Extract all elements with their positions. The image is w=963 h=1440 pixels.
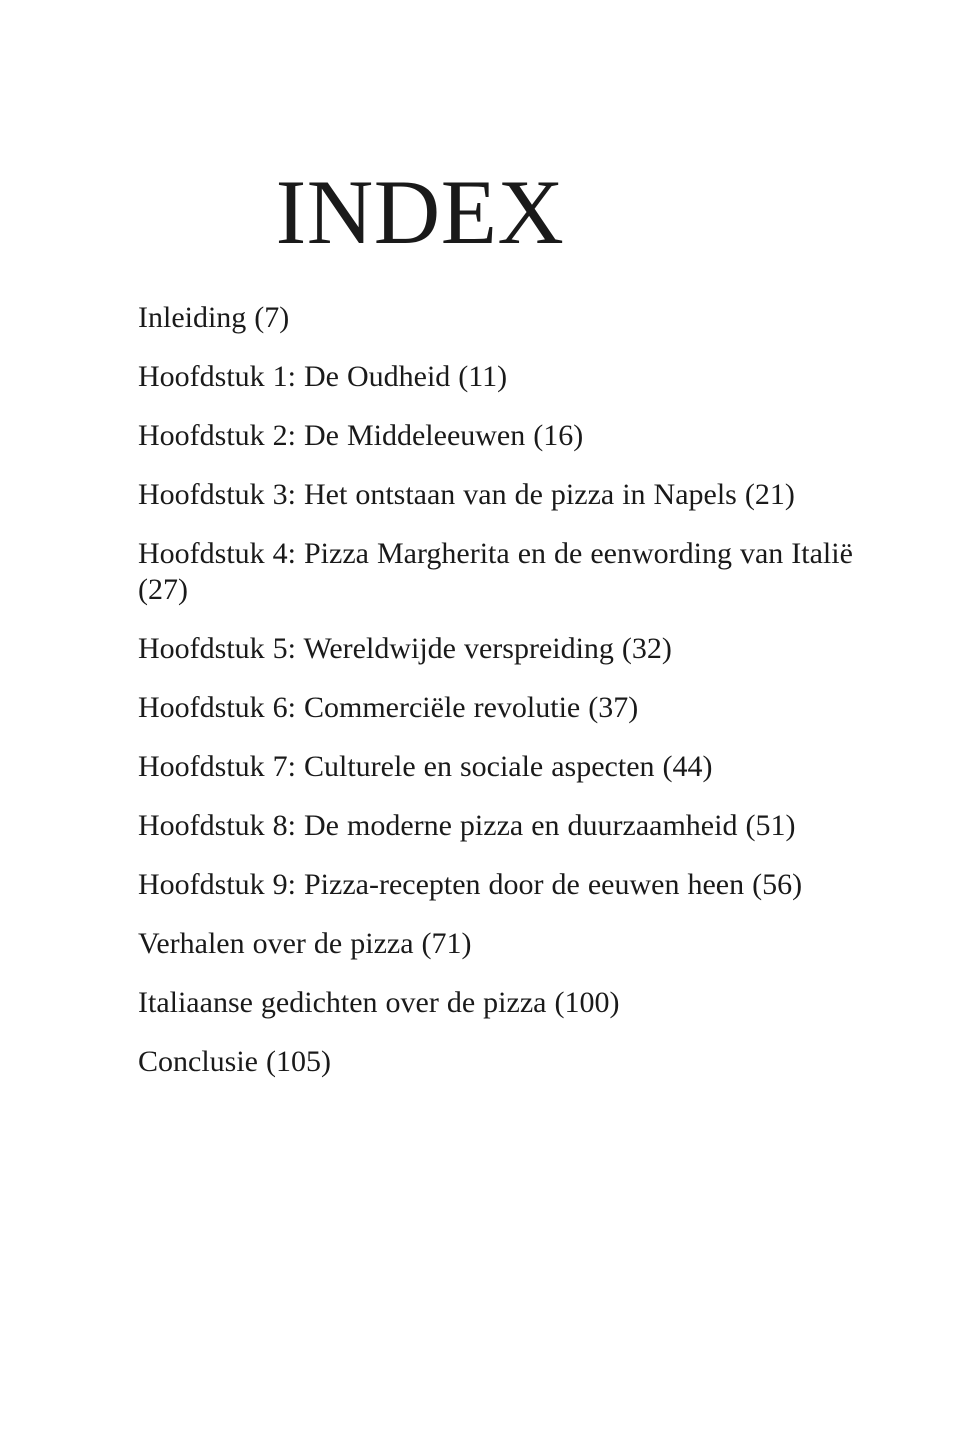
index-entry[interactable]: Hoofdstuk 9: Pizza-recepten door de eeuwen heen (56) [138,868,803,901]
index-entry[interactable]: Hoofdstuk 3: Het ontstaan van de pizza in Napels (21) [138,478,795,511]
index-entry[interactable]: Conclusie (105) [138,1045,331,1078]
index-entry[interactable]: Verhalen over de pizza (71) [138,927,472,960]
page-title: INDEX [275,160,565,263]
index-list [138,300,890,1080]
index-entry[interactable]: Hoofdstuk 2: De Middeleeuwen (16) [138,419,584,452]
index-entry[interactable]: Hoofdstuk 6: Commerciële revolutie (37) [138,691,639,724]
index-entry[interactable]: Inleiding (7) [138,301,290,334]
index-entry[interactable]: Italiaanse gedichten over de pizza (100) [138,986,620,1019]
index-entry[interactable]: Hoofdstuk 1: De Oudheid (11) [138,360,508,393]
index-entry[interactable]: Hoofdstuk 4: Pizza Margherita en de eenwording van Italië (27) [138,537,853,606]
index-entry[interactable]: Hoofdstuk 8: De moderne pizza en duurzaamheid (51) [138,809,796,842]
index-entry[interactable]: Hoofdstuk 5: Wereldwijde verspreiding (32) [138,632,672,665]
index-entry[interactable]: Hoofdstuk 7: Culturele en sociale aspecten (44) [138,750,713,783]
